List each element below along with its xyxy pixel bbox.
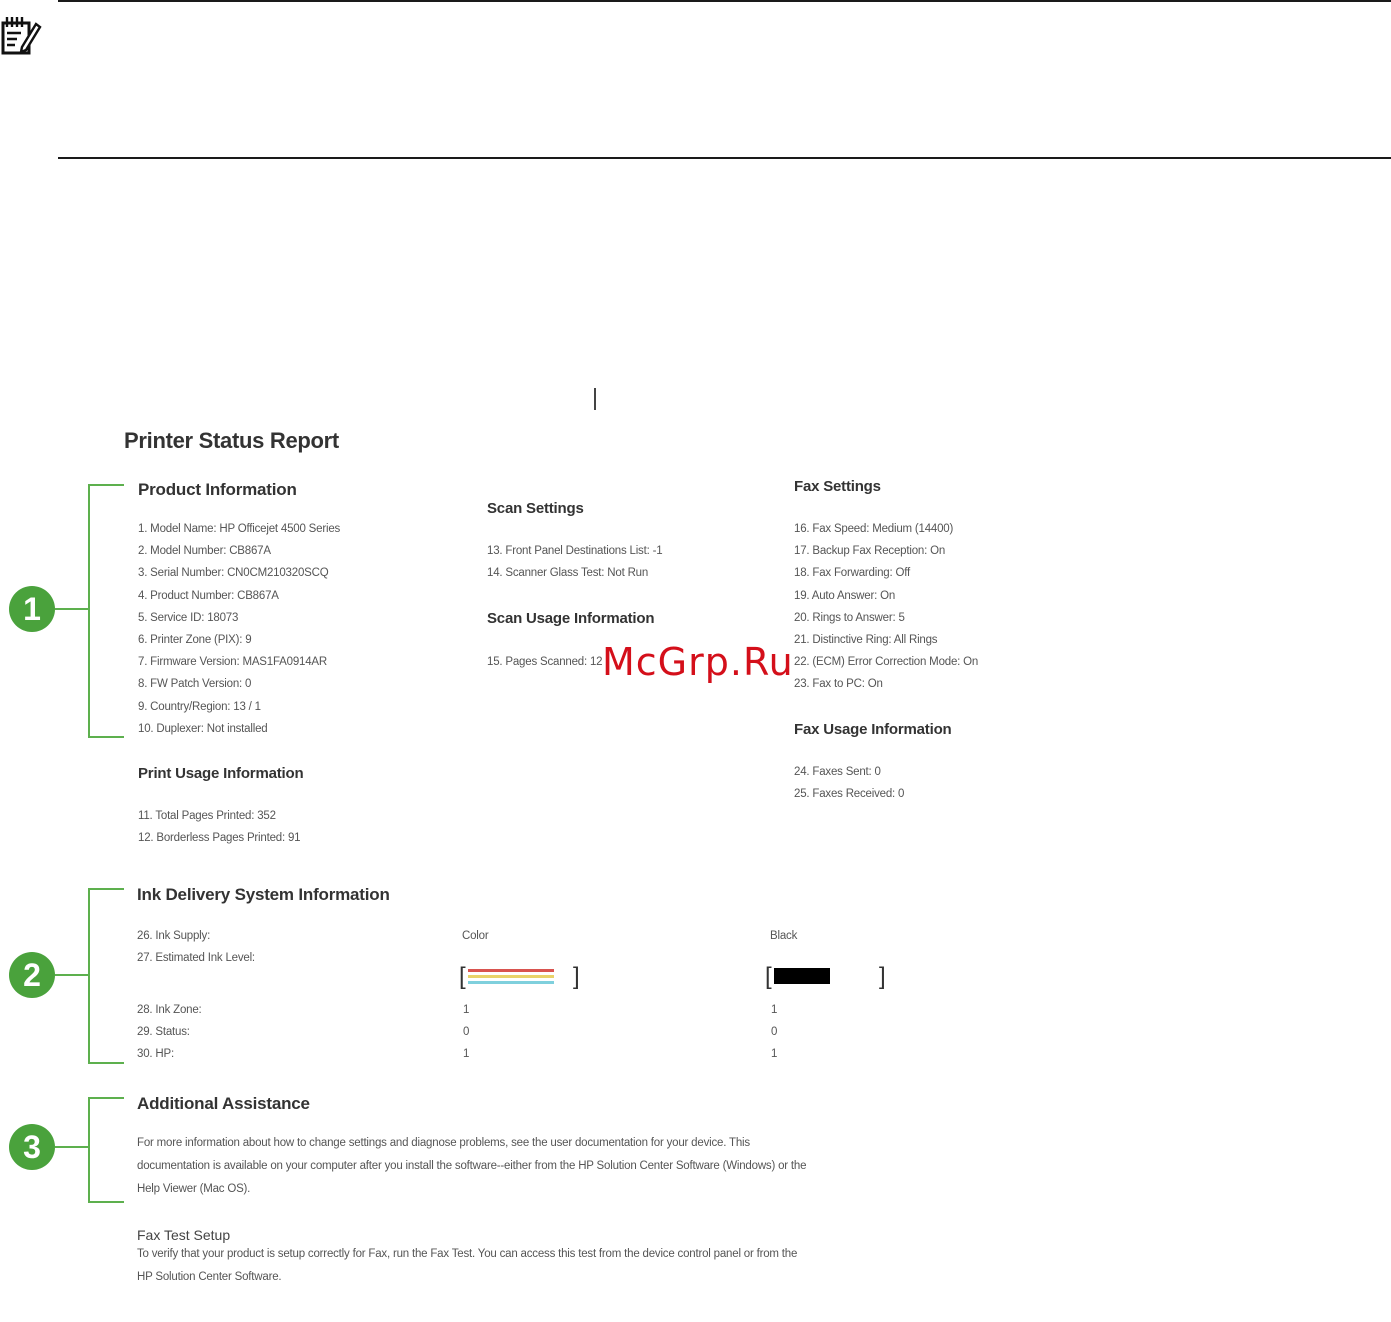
ink-level-bar-black <box>774 968 830 984</box>
ink-color-status: 0 <box>463 1026 470 1038</box>
watermark: McGrp.Ru <box>602 640 794 684</box>
assistance-line: For more information about how to change settings and diagnose problems, see the user documentation for your device. This <box>137 1137 750 1149</box>
list-item: 19. Auto Answer: On <box>794 589 896 602</box>
list-item: 22. (ECM) Error Correction Mode: On <box>794 656 979 669</box>
ink-status-label: 29. Status: <box>137 1026 190 1038</box>
ink-color-hp: 1 <box>463 1048 470 1060</box>
ink-supply-label: 26. Ink Supply: <box>137 930 211 942</box>
list-item: 18. Fax Forwarding: Off <box>794 567 910 580</box>
report-title: Printer Status Report <box>124 428 339 453</box>
fax-usage-list <box>794 761 904 805</box>
fax-settings-list <box>794 518 978 696</box>
ink-color-bracket-open: [ <box>459 963 466 990</box>
assistance-heading: Additional Assistance <box>137 1094 310 1113</box>
fax-test-text <box>137 1243 957 1289</box>
list-item: 12. Borderless Pages Printed: 91 <box>138 832 301 845</box>
product-info-heading: Product Information <box>138 480 297 499</box>
scan-settings-heading: Scan Settings <box>487 500 584 517</box>
scan-settings-list <box>487 540 662 584</box>
ink-black-status: 0 <box>771 1026 778 1038</box>
list-item: 24. Faxes Sent: 0 <box>794 766 881 778</box>
fax-settings-heading: Fax Settings <box>794 478 881 495</box>
ink-black-name: Black <box>770 930 798 942</box>
product-info-list <box>138 518 340 740</box>
list-item: 6. Printer Zone (PIX): 9 <box>138 633 252 646</box>
ink-bar-red <box>468 969 554 972</box>
list-item: 10. Duplexer: Not installed <box>138 722 268 735</box>
print-usage-heading: Print Usage Information <box>138 765 304 782</box>
list-item: 23. Fax to PC: On <box>794 678 883 691</box>
list-item: 21. Distinctive Ring: All Rings <box>794 633 938 646</box>
assistance-text <box>137 1132 957 1201</box>
list-item: 14. Scanner Glass Test: Not Run <box>487 567 649 580</box>
list-item: 4. Product Number: CB867A <box>138 589 279 602</box>
note-bottom-rule <box>58 157 1391 159</box>
ink-black-hp: 1 <box>771 1048 778 1060</box>
ink-color-bracket-close: ] <box>573 963 580 990</box>
list-item: 13. Front Panel Destinations List: -1 <box>487 545 663 557</box>
section-1-bracket <box>88 484 124 738</box>
ink-heading: Ink Delivery System Information <box>137 885 390 904</box>
list-item: 2. Model Number: CB867A <box>138 545 271 558</box>
ink-color-name: Color <box>462 930 489 942</box>
list-item: 17. Backup Fax Reception: On <box>794 545 946 558</box>
section-2-connector <box>55 974 88 976</box>
fax-usage-heading: Fax Usage Information <box>794 721 952 738</box>
list-item: 7. Firmware Version: MAS1FA0914AR <box>138 656 327 669</box>
ink-black-bracket-close: ] <box>879 963 886 990</box>
scan-usage-heading: Scan Usage Information <box>487 610 655 627</box>
scan-usage-list <box>487 651 602 673</box>
report-top-mark <box>594 388 596 410</box>
list-item: 20. Rings to Answer: 5 <box>794 611 905 624</box>
ink-level-bar-color <box>468 968 554 984</box>
list-item: 11. Total Pages Printed: 352 <box>138 810 276 822</box>
callout-3: 3 <box>9 1124 55 1170</box>
ink-black-bracket-open: [ <box>765 963 772 990</box>
note-icon <box>0 14 42 56</box>
list-item: 9. Country/Region: 13 / 1 <box>138 700 261 713</box>
list-item: 5. Service ID: 18073 <box>138 611 239 624</box>
assistance-line: documentation is available on your computer after you install the software--either from the HP Solution Center Software (Windows) or the <box>137 1160 807 1172</box>
ink-hp-label: 30. HP: <box>137 1048 174 1060</box>
list-item: 16. Fax Speed: Medium (14400) <box>794 523 954 535</box>
fax-test-line: HP Solution Center Software. <box>137 1271 282 1283</box>
list-item: 1. Model Name: HP Officejet 4500 Series <box>138 523 341 535</box>
ink-bar-yellow <box>468 975 554 978</box>
ink-bar-cyan <box>468 981 554 984</box>
print-usage-list <box>138 805 300 849</box>
fax-test-heading: Fax Test Setup <box>137 1227 231 1243</box>
ink-color-zone: 1 <box>463 1004 470 1016</box>
list-item: 8. FW Patch Version: 0 <box>138 678 252 691</box>
section-1-connector <box>55 608 88 610</box>
ink-zone-label: 28. Ink Zone: <box>137 1004 202 1016</box>
list-item: 15. Pages Scanned: 12 <box>487 656 603 668</box>
assistance-line: Help Viewer (Mac OS). <box>137 1183 251 1195</box>
callout-2: 2 <box>9 952 55 998</box>
ink-black-zone: 1 <box>771 1004 778 1016</box>
fax-test-line: To verify that your product is setup correctly for Fax, run the Fax Test. You can access this test from the device control panel or from the <box>137 1248 798 1260</box>
section-2-bracket <box>88 888 124 1064</box>
section-3-connector <box>55 1146 88 1148</box>
list-item: 25. Faxes Received: 0 <box>794 788 905 801</box>
ink-level-label: 27. Estimated Ink Level: <box>137 952 255 964</box>
list-item: 3. Serial Number: CN0CM210320SCQ <box>138 567 329 580</box>
callout-1: 1 <box>9 586 55 632</box>
section-3-bracket <box>88 1097 124 1203</box>
note-top-rule <box>58 0 1391 2</box>
